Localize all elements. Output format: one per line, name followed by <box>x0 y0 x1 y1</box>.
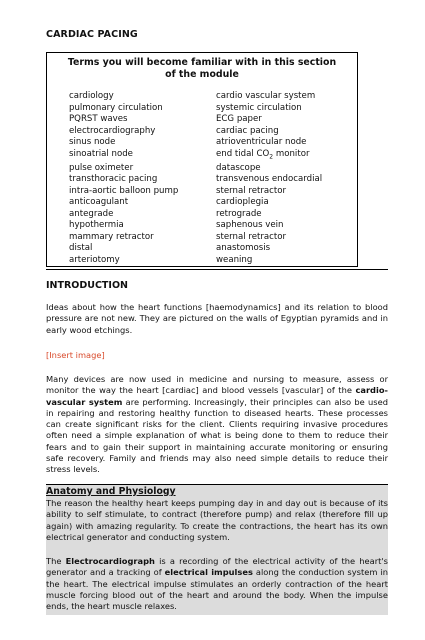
term-left: cardiology <box>69 91 114 101</box>
term-row <box>69 137 354 149</box>
term-right: systemic circulation <box>216 102 302 113</box>
term-left: mammary retractor <box>69 231 154 242</box>
term-row <box>69 91 354 103</box>
introduction-paragraph-1: Ideas about how the heart functions [haemodynamics] and its relation to blood pressure are not new. They are pictured on the walls of Egyptian pyramids and in early wood etchings. <box>46 302 388 335</box>
page-title: CARDIAC PACING <box>46 29 138 40</box>
insert-image-placeholder: [Insert image] <box>46 350 105 360</box>
term-row <box>69 174 354 186</box>
anatomy-heading: Anatomy and Physiology <box>46 486 176 497</box>
term-left: intra-aortic balloon pump <box>69 185 179 196</box>
term-left: sinus node <box>69 137 116 147</box>
term-left: hypothermia <box>69 220 124 231</box>
term-right: sternal retractor <box>216 231 287 242</box>
term-right: saphenous vein <box>216 220 284 231</box>
bold-term: Electrocardiograph <box>65 556 155 566</box>
term-right: ECG paper <box>216 114 262 124</box>
term-left: pulse oximeter <box>69 162 134 173</box>
anatomy-paragraph-1: The reason the healthy heart keeps pumping day in and day out is because of its ability to self stimulate, to contract (therefore pump) and relax (therefore fill up again) with amazing regularity. To create the contractions, the heart has its own electrical generator and conducting system. <box>46 498 388 542</box>
terms-list <box>69 91 354 266</box>
term-right: datascope <box>216 162 261 173</box>
bold-term: cardio-vascular system <box>46 385 388 407</box>
term-right: anastomosis <box>216 243 271 254</box>
term-right: atrioventricular node <box>216 137 307 147</box>
bold-term: electrical impulses <box>164 567 253 578</box>
term-right: end tidal $CO_2$ monitor <box>216 148 310 161</box>
term-left: anticoagulant <box>69 197 129 208</box>
term-left: transthoracic pacing <box>69 174 158 185</box>
term-left: PQRST waves <box>69 114 128 124</box>
term-row <box>69 209 354 221</box>
term-right: sternal retractor <box>216 185 287 196</box>
term-row <box>69 232 354 244</box>
term-left: arteriotomy <box>69 254 120 265</box>
terms-box <box>46 52 358 267</box>
term-row <box>69 243 354 255</box>
term-right: cardiac pacing <box>216 125 279 136</box>
term-row <box>69 126 354 138</box>
term-row <box>69 255 354 267</box>
term-right: cardio vascular system <box>216 91 316 101</box>
term-left: antegrade <box>69 208 114 219</box>
term-left: electrocardiography <box>69 125 156 136</box>
term-right: retrograde <box>216 208 262 219</box>
divider-line <box>46 269 388 270</box>
term-row <box>69 220 354 232</box>
term-left: pulmonary circulation <box>69 102 163 113</box>
term-right: transvenous endocardial <box>216 174 323 185</box>
introduction-paragraph-2: Many devices are now used in medicine and nursing to measure, assess or monitor the way the heart [cardiac] and blood vessels [vascular] of the cardio-vascular system are performing. Increasingly, their principles can also be used in repairing and restoring healthy function to diseased hearts. These processes can create significant risks for the client. Clients requiring invasive procedures often need a simple explanation of what is being done to them to reduce their fears and to gain their support in maintaining accurate monitoring or ensuring safe recovery. Family and friends may also need simple details to reduce their stress levels. <box>46 374 388 475</box>
term-row <box>69 114 354 126</box>
term-row <box>69 186 354 198</box>
term-row <box>69 163 354 175</box>
introduction-heading: INTRODUCTION <box>46 280 128 291</box>
term-row <box>69 149 354 163</box>
term-row <box>69 103 354 115</box>
term-right: cardioplegia <box>216 197 269 208</box>
term-right: weaning <box>216 254 253 265</box>
anatomy-paragraph-2: The Electrocardiograph is a recording of the electrical activity of the heart's generator and a tracking of electrical impulses along the conduction system in the heart. The electrical impulse stimulates an orderly contraction of the heart muscle forcing blood out of the heart and around the body. When the impulse ends, the heart muscle relaxes. <box>46 556 389 612</box>
term-left: distal <box>69 243 93 254</box>
term-left: sinoatrial node <box>69 148 133 159</box>
terms-box-heading: Terms you will become familiar with in this section of the module <box>67 57 337 80</box>
term-row <box>69 197 354 209</box>
